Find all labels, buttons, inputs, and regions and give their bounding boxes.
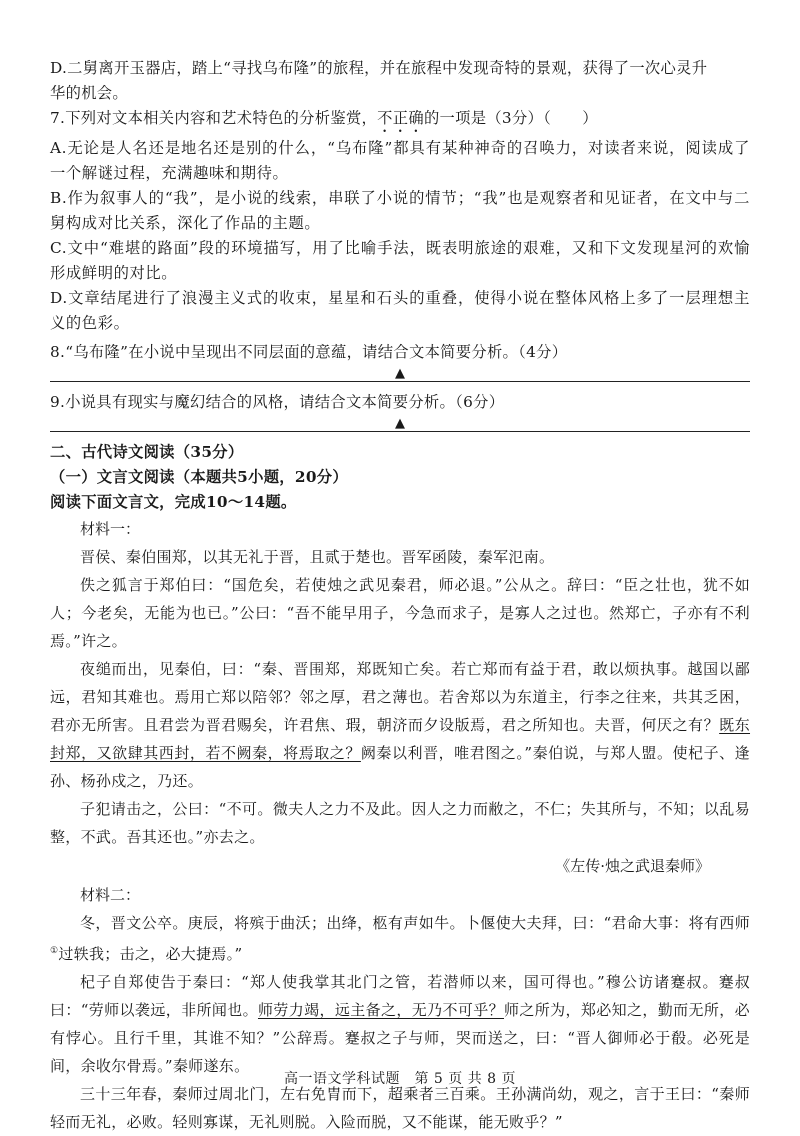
answer-marker: ▲: [395, 366, 405, 381]
section-title: 二、古代诗文阅读（35分）: [50, 443, 244, 461]
page-footer: 高一语文学科试题 第 5 页 共 8 页: [283, 1071, 517, 1087]
page: [50, 56, 750, 1136]
material1-para: 晋侯、秦伯围郑，以其无礼于晋，且贰于楚也。晋军函陵，秦军氾南。: [80, 548, 555, 566]
material2-label: 材料二：: [80, 886, 141, 904]
subsection-title: （一）文言文阅读（本题共5小题，20分）: [50, 468, 348, 486]
footnote-marker: ①: [50, 946, 59, 956]
answer-marker: ▲: [395, 416, 405, 431]
material1-para: 夜缒而出，见秦伯，曰：“秦、晋围郑，郑既知亡矣。若亡郑而有益于君，敢以烦执事。越国以鄙远，君知其难也。焉用亡郑以陪邻？邻之厚，君之薄也。若舍郑以为东道主，行李之往来，共其乏困，君亦无所害。且君尝为晋君赐矣，许君焦、瑕，朝济而夕设版焉，君之所知也。夫晋，何厌之有？既东封郑，又欲肆其西封，若不阙秦，将焉取之？阙秦以利晋，唯君图之。”秦伯说，与郑人盟。使杞子、逢孙、杨孙戍之，乃还。: [50, 660, 751, 790]
material1-para: 佚之狐言于郑伯曰：“国危矣，若使烛之武见秦君，师必退。”公从之。辞曰：“臣之壮也，犹不如人；今老矣，无能为也已。”公曰：“吾不能早用子，今急而求子，是寡人之过也。然郑亡，子亦有不利焉。”许之。: [50, 576, 750, 650]
answer-line: [50, 431, 750, 432]
q7-option-a: A.无论是人名还是地名还是别的什么，“乌布隆”都具有某种神奇的召唤力，对读者来说，阅读成了一个解谜过程，充满趣味和期待。: [50, 139, 750, 182]
q7-option-d: D.文章结尾进行了浪漫主义式的收束，星星和石头的重叠，使得小说在整体风格上多了一层理想主义的色彩。: [50, 289, 750, 332]
q7-option-b: B.作为叙事人的“我”，是小说的线索，串联了小说的情节；“我”也是观察者和见证者，在文中与二舅构成对比关系，深化了作品的主题。: [50, 189, 750, 232]
material1-para: 子犯请击之，公曰：“不可。微夫人之力不及此。因人之力而敝之，不仁；失其所与，不知；以乱易整，不武。吾其还也。”亦去之。: [50, 800, 750, 846]
source-citation: 《左传·烛之武退秦师》: [555, 857, 710, 875]
q7-stem: 7.下列对文本相关内容和艺术特色的分析鉴赏，不正确的一项是（3分）（ ）: [50, 109, 598, 127]
answer-line: [50, 381, 750, 382]
q7-option-c: C.文中“难堪的路面”段的环境描写，用了比喻手法，既表明旅途的艰难，又和下文发现星河的欢愉形成鲜明的对比。: [50, 239, 750, 282]
material2-para: 三十三年春，秦师过周北门，左右免胄而下，超乘者三百乘。王孙满尚幼，观之，言于王曰：“秦师轻而无礼，必败。轻则寡谋，无礼则脱。入险而脱，又不能谋，能无败乎？”: [50, 1085, 750, 1131]
q6-option-d-line2: 华的机会。: [50, 84, 128, 102]
underlined-sentence: 既东封郑，又欲肆其西封，若不阙秦，将焉取之？: [50, 716, 751, 762]
q8-stem: 8.“乌布隆”在小说中呈现出不同层面的意蕴，请结合文本简要分析。（4分）: [50, 343, 568, 361]
underlined-sentence: 师劳力竭，远主备之，无乃不可乎？: [257, 1001, 505, 1019]
material2-para: 杞子自郑使告于秦曰：“郑人使我掌其北门之管，若潜师以来，国可得也。”穆公访诸蹇叔。蹇叔曰：“劳师以袭远，非所闻也。师劳力竭，远主备之，无乃不可乎？师之所为，郑必知之，勤而无所，必有悖心。且行千里，其谁不知？”公辞焉。蹇叔之子与师，哭而送之，曰：“晋人御师必于殽。必死是间，余收尔骨焉。”秦师遂东。: [50, 973, 750, 1075]
material2-para: 冬，晋文公卒。庚辰，将殡于曲沃；出绛，柩有声如牛。卜偃使大夫拜，曰：“君命大事：将有西师①过轶我；击之，必大捷焉。”: [50, 914, 750, 963]
q6-option-d-line1: D.二舅离开玉器店，踏上“寻找乌布隆”的旅程，并在旅程中发现奇特的景观，获得了一次心灵升: [50, 59, 708, 77]
instruction: 阅读下面文言文，完成10～14题。: [50, 493, 297, 511]
q9-stem: 9.小说具有现实与魔幻结合的风格，请结合文本简要分析。（6分）: [50, 393, 505, 411]
material1-label: 材料一：: [80, 520, 141, 538]
emphasis-text: 不正确: [377, 109, 424, 127]
